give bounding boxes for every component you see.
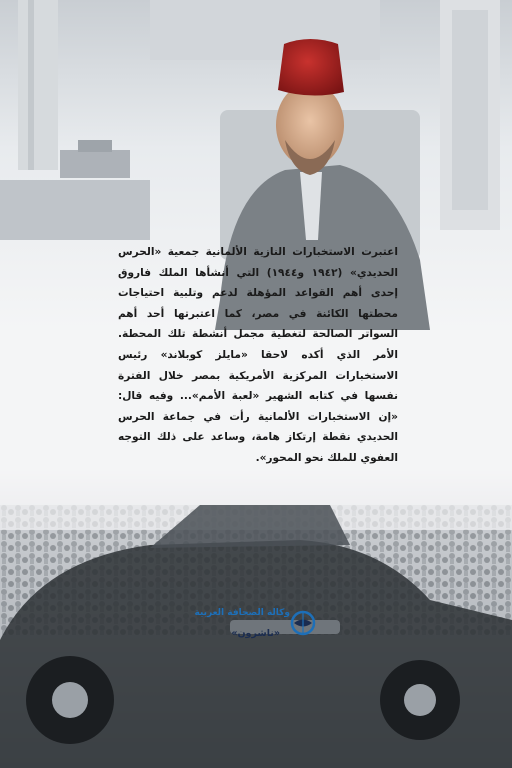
publisher-imprint: «ناشرون»: [231, 628, 280, 639]
globe-pen-icon: [290, 608, 316, 638]
publisher-block: [186, 606, 316, 654]
body-paragraph: اعتبرت الاستخبارات النازية الألمانية جمعية «الحرس الحديدي» (١٩٤٢ و١٩٤٤) التي أنشأها الملك فاروق إحدى أهم القواعد المؤهلة لدعم وتلبية احتياجات محطتها الكائنة في مصر، كما اعتبرتها أحد أهم السواتر الصالحة لتغطية مجمل أنشطة تلك المحطة. الأمر الذي أكده لاحقا «مايلز كوبلاند» رئيس الاستخبارات المركزية الأمريكية بمصر خلال الفترة نفسها في كتابه الشهير «لعبة الأمم»... وفيه قال: «إن الاستخبارات الألمانية رأت في جماعة الحرس الحديدي نقطة إرتكاز هامة، وساعد على ذلك التوجه العفوي للملك نحو المحور».: [118, 246, 399, 464]
publisher-name: وكالة الصحافة العربية: [194, 608, 290, 618]
